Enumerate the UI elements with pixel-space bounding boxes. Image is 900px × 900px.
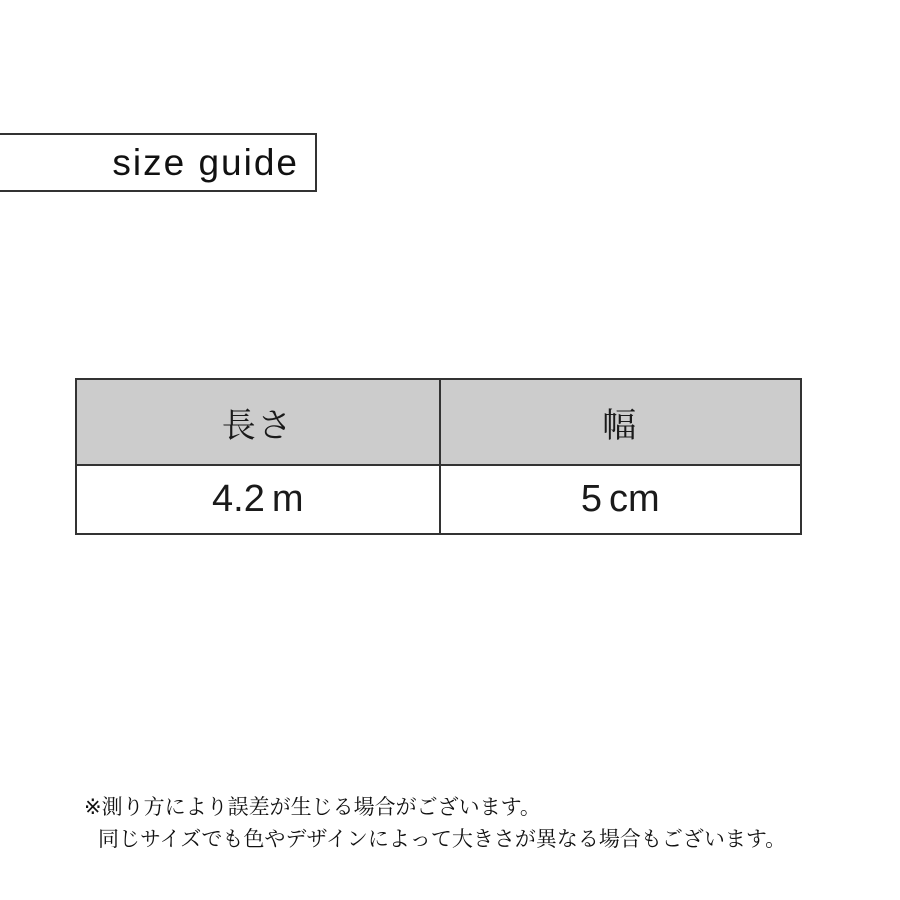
footnote — [84, 792, 786, 856]
length-value: 4.2 — [212, 478, 265, 520]
page-title: size guide — [112, 141, 299, 183]
footnote-line-1: ※測り方により誤差が生じる場合がございます。 — [84, 796, 541, 819]
width-unit: cm — [608, 478, 660, 520]
size-table-data-row — [77, 466, 800, 533]
width-value: 5 — [580, 478, 602, 520]
size-table-header-row — [77, 380, 800, 466]
header-cell-width: 幅 — [439, 380, 801, 464]
data-cell-length — [77, 466, 439, 533]
footnote-line-2: 同じサイズでも色やデザインによって大きさが異なる場合もございます。 — [98, 828, 787, 851]
length-unit: m — [271, 478, 304, 520]
size-table — [75, 378, 802, 535]
header-cell-length: 長さ — [221, 406, 294, 445]
data-cell-width — [439, 466, 801, 533]
size-guide-title-box — [0, 133, 317, 192]
